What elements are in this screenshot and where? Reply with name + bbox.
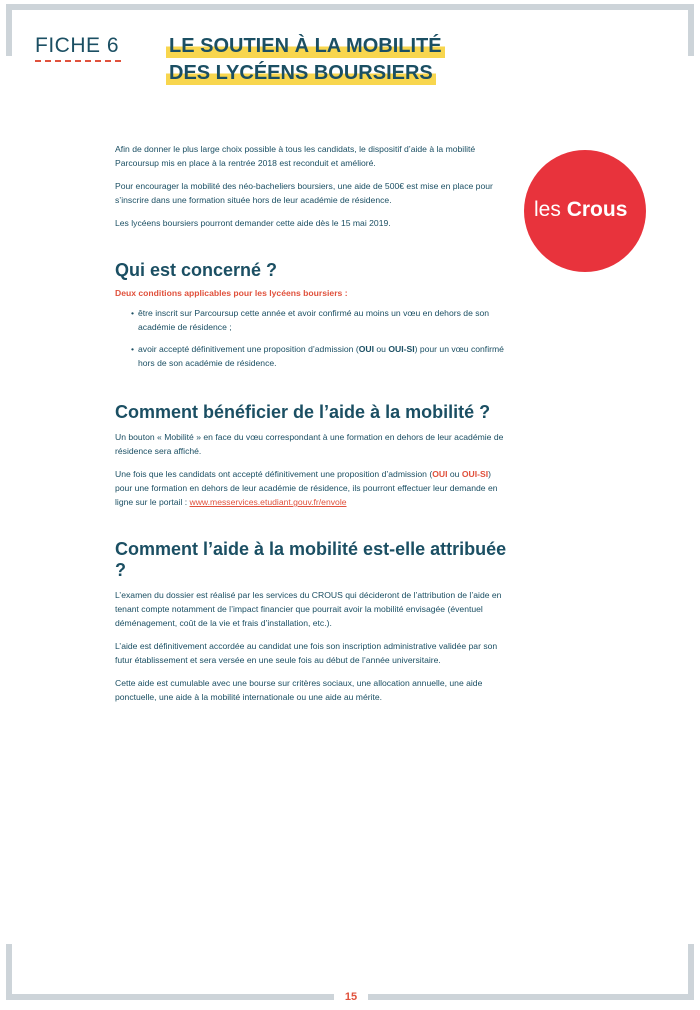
condition-2-oui: OUI [358, 344, 374, 354]
title-line-2: DES LYCÉENS BOURSIERS [166, 61, 436, 85]
how-paragraph-1: Un bouton « Mobilité » en face du vœu correspondant à une formation en dehors de leur académie de résidence sera affiché. [115, 432, 504, 456]
logo-word-crous: Crous [566, 198, 628, 221]
attribution-paragraph-3: Cette aide est cumulable avec une bourse sur critères sociaux, une allocation annuelle, une aide ponctuelle, une aide à la mobilité internationale ou une aide au mérite. [115, 678, 483, 702]
section-heading-who: Qui est concerné ? [115, 260, 278, 280]
section-heading-attribution: Comment l’aide à la mobilité est-elle attribuée ? [115, 539, 507, 580]
how-2-text-b: ) pour une formation en dehors de leur académie de résidence, ils pourront effectuer leur demande en ligne sur le portail : [115, 469, 498, 507]
attribution-paragraph-1: L’examen du dossier est réalisé par les services du CROUS qui décideront de l’attribution de l’aide en tenant compte notamment de l’impact financier que pourrait avoir la mobilité envisagée (éventuel déménagement, coût de la vie et frais d’installation, etc.). [115, 590, 502, 628]
attribution-paragraph-2: L’aide est définitivement accordée au candidat une fois son inscription administrative validée par son futur établissement et sera versée en une seule fois au début de l’année universitaire. [115, 641, 498, 665]
condition-2-text-a: avoir accepté définitivement une proposition d’admission ( [138, 344, 359, 354]
intro-paragraph-3: Les lycéens boursiers pourront demander cette aide dès le 15 mai 2019. [115, 218, 391, 228]
messervices-link[interactable]: www.messervices.etudiant.gouv.fr/envole [189, 497, 347, 507]
condition-2-ou: ou [373, 344, 389, 354]
how-2-text-a: Une fois que les candidats ont accepté définitivement une proposition d’admission ( [115, 469, 433, 479]
how-2-oui-si: OUI-SI [461, 469, 489, 479]
conditions-label: Deux conditions applicables pour les lycéens boursiers : [115, 288, 348, 298]
fiche-underline [35, 60, 121, 62]
crous-logo-text [534, 198, 627, 222]
condition-2-oui-si: OUI-SI [388, 344, 415, 354]
intro-paragraph-2: Pour encourager la mobilité des néo-bacheliers boursiers, une aide de 500€ est mise en place pour s’inscrire dans une formation située hors de leur académie de résidence. [115, 181, 493, 205]
logo-word-les: les [534, 198, 561, 221]
condition-item-2 [133, 342, 507, 370]
condition-2-text-b: ) pour un vœu confirmé hors de son académie de résidence. [138, 344, 504, 368]
how-2-ou: ou [447, 469, 462, 479]
page-title [166, 34, 486, 88]
page-number: 15 [334, 988, 368, 1006]
how-paragraph-2 [115, 467, 507, 509]
crous-logo [524, 150, 646, 272]
main-content [115, 142, 507, 713]
intro-paragraph-1: Afin de donner le plus large choix possible à tous les candidats, le dispositif d’aide à la mobilité Parcoursup mis en place à la rentrée 2018 est reconduit et amélioré. [115, 144, 476, 168]
how-2-oui: OUI [432, 469, 448, 479]
condition-item-1: • être inscrit sur Parcoursup cette année et avoir confirmé au moins un vœu en dehors de son académie de résidence ; [133, 306, 507, 334]
title-line-1: LE SOUTIEN À LA MOBILITÉ [166, 34, 445, 58]
fiche-label: FICHE 6 [35, 34, 120, 57]
section-heading-how: Comment bénéficier de l’aide à la mobilité ? [115, 402, 491, 422]
conditions-list [133, 306, 507, 370]
